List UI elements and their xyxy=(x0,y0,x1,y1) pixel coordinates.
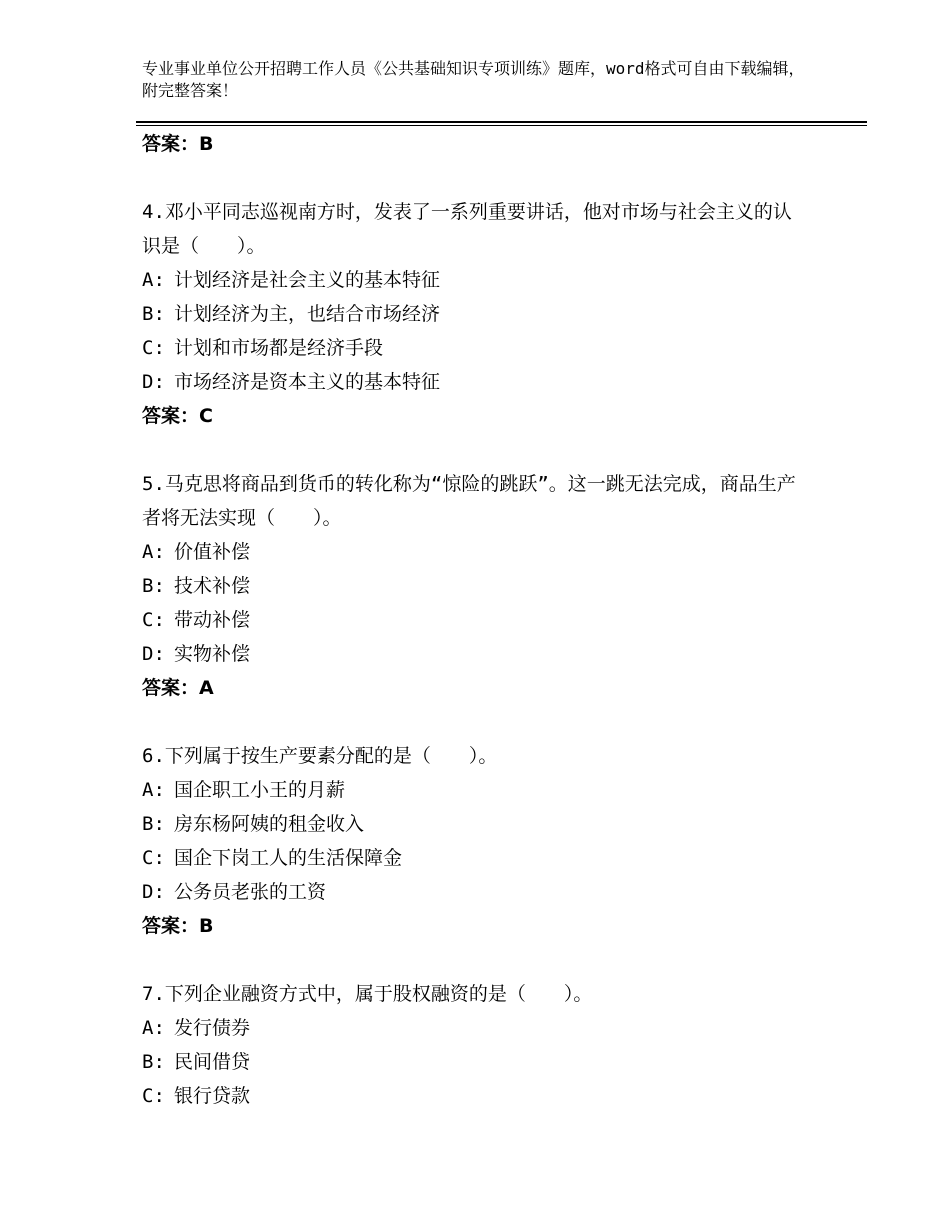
spacer xyxy=(142,943,832,977)
question-block xyxy=(142,467,832,705)
option-letter: C: xyxy=(142,1085,165,1107)
option-item xyxy=(142,841,832,875)
option-text: 计划经济是社会主义的基本特征 xyxy=(174,269,441,291)
option-item xyxy=(142,365,832,399)
option-item xyxy=(142,535,832,569)
option-text: 房东杨阿姨的租金收入 xyxy=(174,813,365,835)
option-item xyxy=(142,1045,832,1079)
option-letter: D: xyxy=(142,371,165,393)
option-text: 国企下岗工人的生活保障金 xyxy=(174,847,403,869)
question-block xyxy=(142,977,832,1113)
option-letter: B: xyxy=(142,575,165,597)
option-item xyxy=(142,331,832,365)
option-text: 技术补偿 xyxy=(174,575,251,597)
option-letter: A: xyxy=(142,541,165,563)
page-header: 专业事业单位公开招聘工作人员《公共基础知识专项训练》题库，word格式可自由下载编辑，附完整答案！ xyxy=(142,59,805,100)
question-list xyxy=(142,127,832,1113)
spacer xyxy=(142,433,832,467)
question-block xyxy=(142,739,832,943)
option-item xyxy=(142,807,832,841)
question-text: 6.下列属于按生产要素分配的是（ ）。 xyxy=(142,745,498,767)
option-item xyxy=(142,569,832,603)
option-letter: A: xyxy=(142,779,165,801)
answer-label: 答案：B xyxy=(142,915,214,937)
option-text: 实物补偿 xyxy=(174,643,251,665)
option-letter: C: xyxy=(142,337,165,359)
answer-label: 答案：C xyxy=(142,405,213,427)
question-text: 7.下列企业融资方式中，属于股权融资的是（ ）。 xyxy=(142,983,593,1005)
option-item xyxy=(142,773,832,807)
spacer xyxy=(142,705,832,739)
option-item xyxy=(142,263,832,297)
option-text: 公务员老张的工资 xyxy=(174,881,327,903)
option-letter: D: xyxy=(142,643,165,665)
option-item xyxy=(142,1011,832,1045)
spacer xyxy=(142,161,832,195)
option-letter: A: xyxy=(142,1017,165,1039)
option-text: 计划和市场都是经济手段 xyxy=(174,337,384,359)
question-block xyxy=(142,195,832,433)
option-text: 带动补偿 xyxy=(174,609,251,631)
option-letter: B: xyxy=(142,813,165,835)
option-text: 发行债券 xyxy=(174,1017,251,1039)
option-letter: A: xyxy=(142,269,165,291)
option-text: 银行贷款 xyxy=(174,1085,251,1107)
option-text: 民间借贷 xyxy=(174,1051,251,1073)
option-text: 市场经济是资本主义的基本特征 xyxy=(174,371,441,393)
option-item xyxy=(142,603,832,637)
option-item xyxy=(142,1079,832,1113)
option-item xyxy=(142,637,832,671)
option-text: 价值补偿 xyxy=(174,541,251,563)
option-text: 计划经济为主，也结合市场经济 xyxy=(174,303,441,325)
header-divider xyxy=(136,121,867,126)
option-letter: D: xyxy=(142,881,165,903)
question-text: 5.马克思将商品到货币的转化称为“惊险的跳跃”。这一跳无法完成，商品生产者将无法实现（ ）。 xyxy=(142,473,796,529)
option-item xyxy=(142,297,832,331)
answer-label: 答案：B xyxy=(142,133,214,155)
option-letter: B: xyxy=(142,1051,165,1073)
answer-label: 答案：A xyxy=(142,677,214,699)
question-text: 4.邓小平同志巡视南方时，发表了一系列重要讲话，他对市场与社会主义的认识是（ ）。 xyxy=(142,201,792,257)
option-letter: B: xyxy=(142,303,165,325)
option-text: 国企职工小王的月薪 xyxy=(174,779,346,801)
option-item xyxy=(142,875,832,909)
option-letter: C: xyxy=(142,847,165,869)
option-letter: C: xyxy=(142,609,165,631)
